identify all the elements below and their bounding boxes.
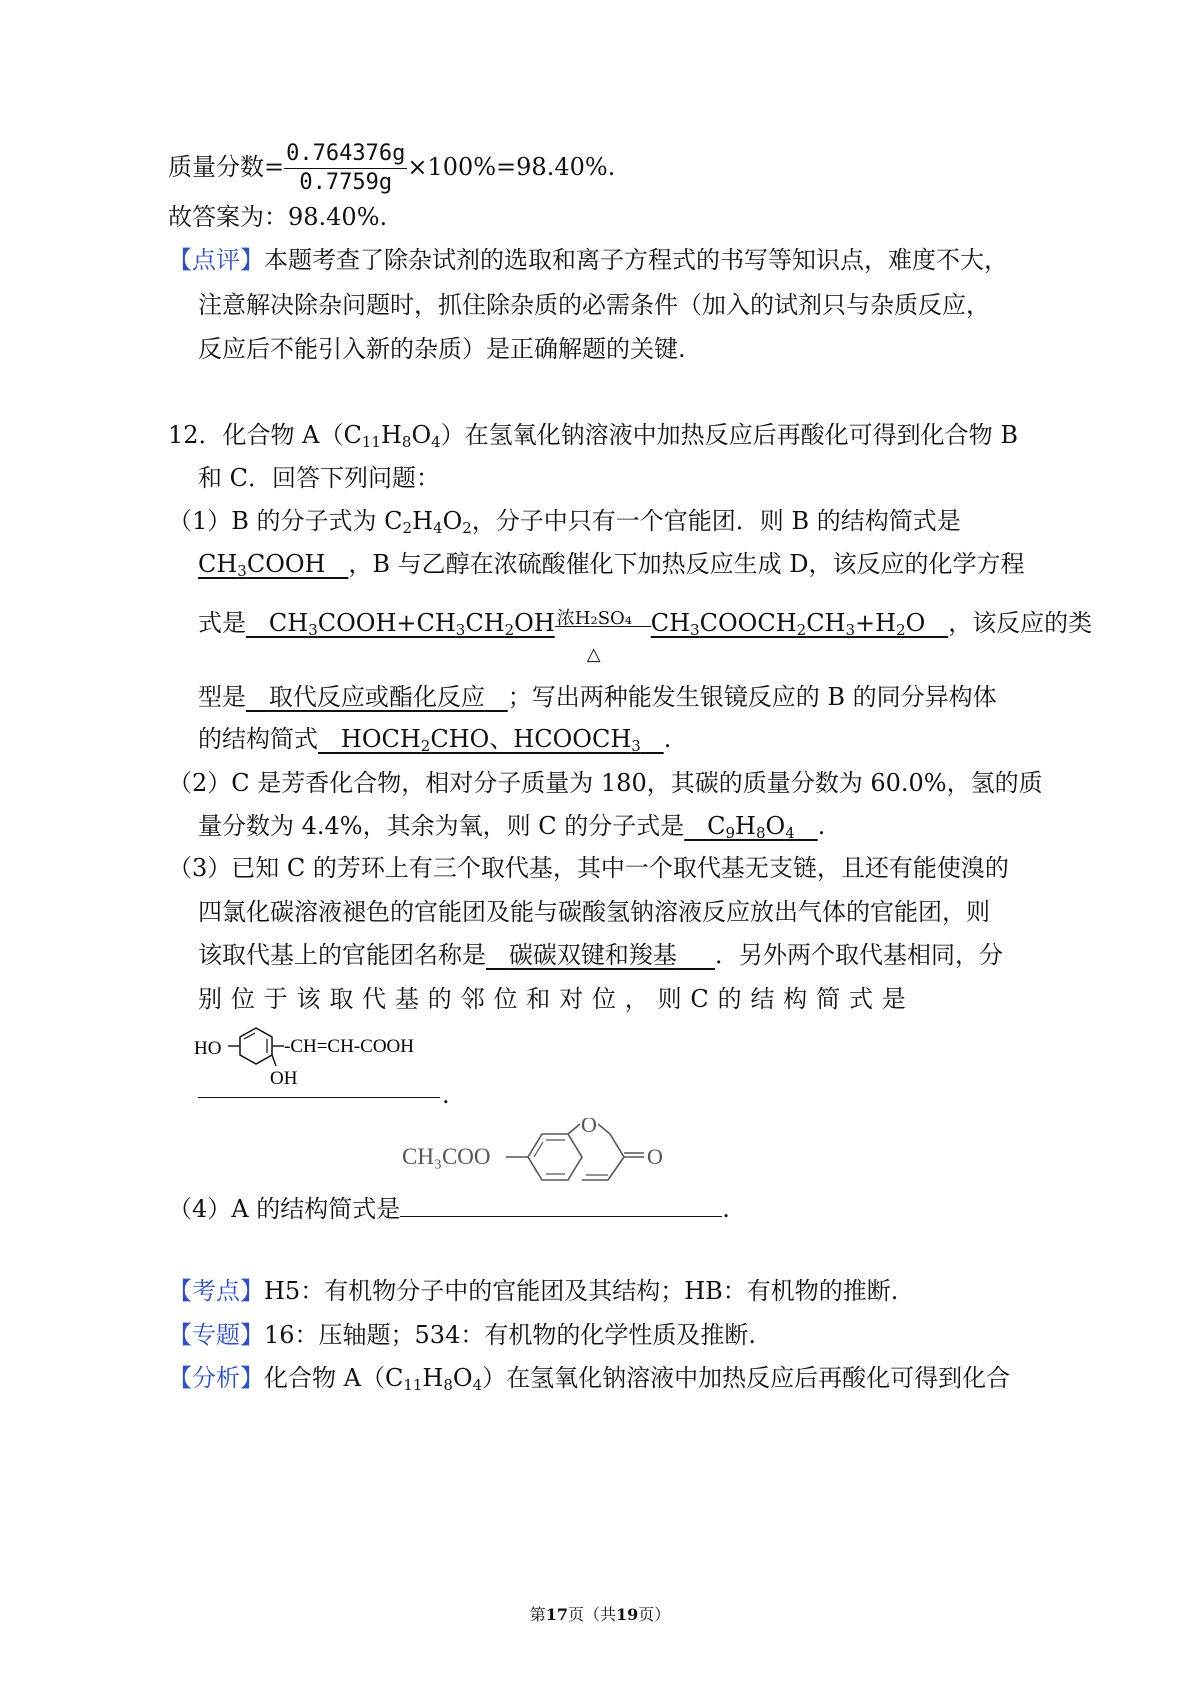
review-line-1 [168,245,1008,275]
c-structure-underline [198,1097,440,1098]
part1-line-1: （1）B 的分子式为 $C_2H_4O_2$，分子中只有一个官能团．则 B 的结构简式是 [168,507,961,537]
struct-ho-label: HO [194,1038,222,1059]
q12-intro-line-2: 和 C．回答下列问题： [198,464,440,492]
isomer-answer: $HOCH_2CHO$、$HCOOCH_3$ [318,725,641,755]
equation-prefix: 式是 [198,609,246,637]
part3-line-1: （3）已知 C 的芳环上有三个取代基，其中一个取代基无支链，且还有能使溴的 [168,854,1009,882]
mass-fraction-line [168,140,615,197]
reaction-type-answer: 取代反应或酯化反应 [268,683,485,711]
part4-label: （4） [168,1195,232,1223]
answer-b-structure: $CH_3COOH$ [198,550,349,580]
c-structure-end: . [442,1081,450,1109]
mass-fraction-prefix: 质量分数= [168,153,285,181]
condition-catalyst: 浓H₂SO₄ [556,607,632,629]
part1-type-line: 型是 取代反应或酯化反应 ；写出两种能发生银镜反应的 B 的同分异构体 [198,683,997,711]
review-tag: 【点评】 [168,246,264,274]
reaction-products: $CH_3COOCH_2CH_3+H_2O$ [650,609,949,639]
struct-oh-label: OH [270,1068,298,1089]
part3-label: （3） [168,854,232,882]
part2-line-1: （2）C 是芳香化合物，相对分子质量为 180，其碳的质量分数为 60.0%，氢的质 [168,769,1043,797]
q12-number: 12． [168,421,223,449]
part3-line-4: 别 位 于 该 取 代 基 的 邻 位 和 对 位 ， 则 C 的 结 构 简 式 是 [198,985,907,1013]
part2-line-2: 量分数为 4.4%，其余为氧，则 C 的分子式是 $C_9H_8O_4$ . [198,812,826,842]
zhuanti-line: 【专题】16：压轴题；534：有机物的化学性质及推断. [168,1321,756,1349]
struct-o-ring-label: O [581,1118,597,1137]
kaodian-tag: 【考点】 [168,1277,264,1305]
review-line-2: 注意解决除杂问题时，抓住除杂质的必需条件（加入的试剂只与杂质反应， [198,291,990,319]
answer-line: 故答案为：98.40%. [168,203,388,231]
functional-group-answer: 碳碳双键和羧基 [508,941,677,969]
part1-equation-line: 式是 $CH_3COOH+CH_3CH_2OH$ 浓H₂SO₄ △ $CH_3COOCH_2CH_3+H_2O$ ，该反应的类 [198,598,1092,650]
fraction-numerator: 0.764376g [284,140,407,169]
part3-line-2: 四氯化碳溶液褪色的官能团及能与碳酸氢钠溶液反应放出气体的官能团，则 [198,898,990,926]
struct-chain-label: -CH=CH-COOH [284,1036,414,1057]
c-structure-diagram [192,1024,452,1094]
part2-label: （2） [168,769,232,797]
page-number: 17 [545,1605,568,1624]
part1-isomer-line: 的结构简式 $HOCH_2CHO$、$HCOOCH_3$ . [198,725,672,755]
fraction-denominator: 0.7759g [299,170,393,195]
struct-ch3coo-label: CH₃COO [402,1144,491,1169]
mass-fraction-fraction [284,140,407,197]
mass-fraction-suffix: ×100%=98.40%. [407,153,616,181]
part1-label: （1） [168,507,232,535]
fenxi-line: 【分析】化合物 $A(C_{11}H_8O_4)$在氢氧化钠溶液中加热反应后再酸化可得到化合 [168,1364,1011,1394]
kaodian-line: 【考点】H5：有机物分子中的官能团及其结构；HB：有机物的推断. [168,1277,899,1305]
review-line-3: 反应后不能引入新的杂质）是正确解题的关键. [198,335,686,363]
condition-arrow [555,626,651,627]
reaction-condition [555,600,651,665]
fenxi-tag: 【分析】 [168,1364,264,1392]
struct-o-carbonyl-label: O [647,1144,663,1169]
page-footer: 第17页（共19页） [529,1605,671,1624]
part4-answer-blank [400,1192,722,1217]
part4-line: （4）A 的结构简式是 . [168,1192,730,1224]
q12-intro-line-1: 12．化合物 $A(C_{11}H_8O_4)$在氢氧化钠溶液中加热反应后再酸化可得到化合物 B [168,421,1018,451]
page-total: 19 [616,1605,639,1624]
zhuanti-tag: 【专题】 [168,1321,264,1349]
a-structure-diagram [400,1118,700,1198]
reaction-equation: $CH_3COOH+CH_3CH_2OH$ [246,609,555,639]
c-formula-answer: $C_9H_8O_4$ [684,812,795,842]
condition-heat: △ [586,643,601,665]
part3-line-3: 该取代基上的官能团名称是 碳碳双键和羧基 ．另外两个取代基相同，分 [198,941,1004,969]
review-text-1: 本题考查了除杂试剂的选取和离子方程式的书写等知识点，难度不大， [264,246,1008,274]
part1-line-2: $CH_3COOH$ ，B 与乙醇在浓硫酸催化下加热反应生成 D，该反应的化学方程 [198,550,1025,580]
